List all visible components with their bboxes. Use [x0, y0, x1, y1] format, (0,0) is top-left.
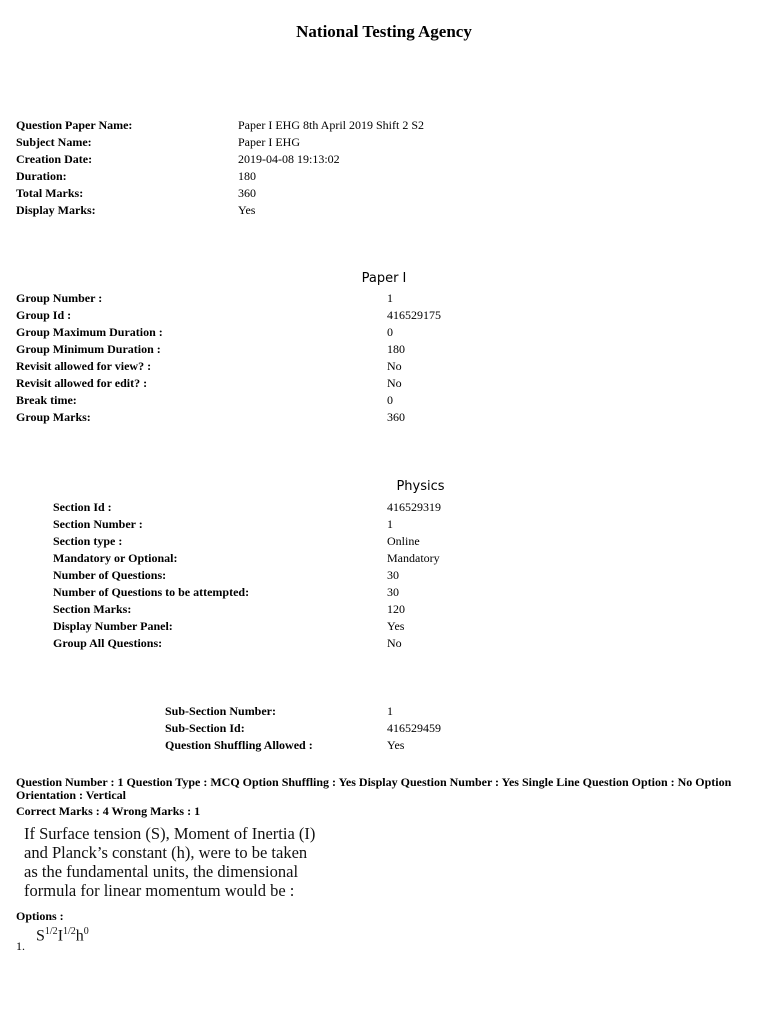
info-value: 1	[387, 704, 393, 718]
info-label: Display Number Panel:	[53, 619, 173, 633]
formula-base: h	[75, 927, 84, 945]
formula-base: S	[36, 927, 45, 945]
info-value: Online	[387, 534, 420, 548]
info-value: 360	[387, 410, 405, 424]
option-formula	[36, 926, 89, 945]
info-label: Group Number :	[16, 291, 103, 305]
info-label: Subject Name:	[16, 135, 92, 149]
info-value: Paper I EHG 8th April 2019 Shift 2 S2	[238, 118, 424, 132]
question-text-line: and Planck’s constant (h), were to be taken	[24, 843, 308, 862]
formula-exponent: 0	[83, 926, 89, 937]
info-label: Display Marks:	[16, 203, 96, 217]
info-label: Number of Questions to be attempted:	[53, 585, 250, 599]
question-marks: Correct Marks : 4 Wrong Marks : 1	[16, 804, 201, 818]
info-label: Section Marks:	[53, 602, 132, 616]
info-value: 416529459	[387, 721, 441, 735]
info-value: 30	[387, 585, 399, 599]
info-label: Section Number :	[53, 517, 143, 531]
info-label: Group Maximum Duration :	[16, 325, 163, 339]
info-label: Section type :	[53, 534, 123, 548]
question-text-line: as the fundamental units, the dimensional	[24, 862, 299, 881]
info-value: Mandatory	[387, 551, 440, 565]
info-value: 120	[387, 602, 405, 616]
info-label: Revisit allowed for view? :	[16, 359, 152, 373]
page-title: National Testing Agency	[296, 22, 472, 41]
group-heading: Paper I	[361, 271, 407, 286]
info-value: 1	[387, 291, 393, 305]
info-label: Group Marks:	[16, 410, 91, 424]
info-label: Revisit allowed for edit? :	[16, 376, 148, 390]
question-text-line: formula for linear momentum would be :	[24, 881, 295, 900]
info-value: 1	[387, 517, 393, 531]
info-label: Total Marks:	[16, 186, 84, 200]
question-text-line: If Surface tension (S), Moment of Inertia (I)	[24, 824, 316, 843]
info-value: 0	[387, 393, 393, 407]
info-value: No	[387, 376, 402, 390]
option-number: 1.	[16, 939, 25, 953]
info-label: Question Paper Name:	[16, 118, 133, 132]
info-label: Break time:	[16, 393, 77, 407]
section-heading: Physics	[396, 479, 445, 494]
info-label: Creation Date:	[16, 152, 93, 166]
info-value: Yes	[238, 203, 256, 217]
info-label: Question Shuffling Allowed :	[165, 738, 313, 752]
info-value: 30	[387, 568, 399, 582]
info-label: Sub-Section Id:	[165, 721, 245, 735]
info-value: 360	[238, 186, 256, 200]
formula-base: I	[57, 927, 64, 945]
info-label: Sub-Section Number:	[165, 704, 277, 718]
formula-exponent: 1/2	[63, 926, 76, 937]
info-value: 180	[238, 169, 256, 183]
info-value: Yes	[387, 738, 405, 752]
options-label: Options :	[16, 909, 64, 923]
info-label: Duration:	[16, 169, 67, 183]
question-meta: Question Number : 1 Question Type : MCQ Option Shuffling : Yes Display Question Number : Yes Single Line Question Option : No Option Orientation : Vertical	[16, 775, 732, 802]
info-label: Number of Questions:	[53, 568, 167, 582]
info-value: 0	[387, 325, 393, 339]
info-value: 416529319	[387, 500, 441, 514]
info-label: Group Id :	[16, 308, 72, 322]
info-value: No	[387, 636, 402, 650]
info-value: 416529175	[387, 308, 441, 322]
info-label: Group All Questions:	[53, 636, 163, 650]
info-value: No	[387, 359, 402, 373]
formula-exponent: 1/2	[44, 926, 58, 937]
info-label: Group Minimum Duration :	[16, 342, 161, 356]
question-text	[24, 824, 364, 900]
info-value: 2019-04-08 19:13:02	[238, 152, 340, 166]
info-value: 180	[387, 342, 405, 356]
info-value: Yes	[387, 619, 405, 633]
info-label: Mandatory or Optional:	[53, 551, 178, 565]
info-label: Section Id :	[53, 500, 112, 514]
info-value: Paper I EHG	[238, 135, 300, 149]
